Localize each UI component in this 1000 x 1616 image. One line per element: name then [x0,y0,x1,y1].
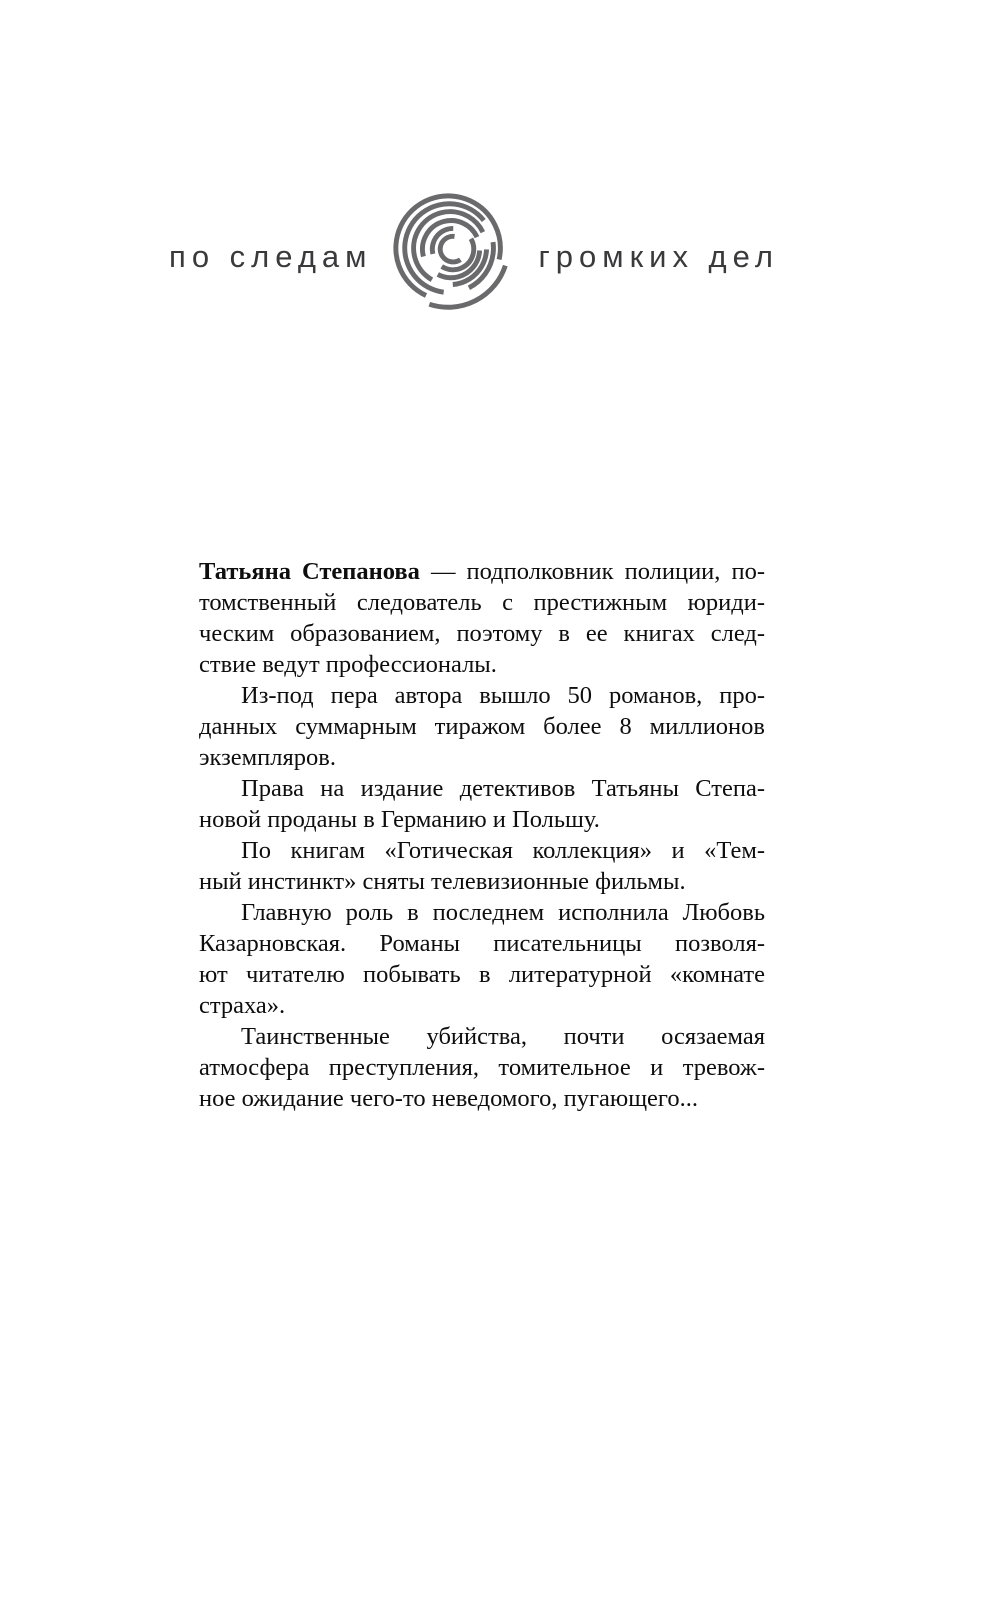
paragraph [199,1021,765,1114]
text-line: ное ожидание чего-то неведомого, пугающего... [199,1085,698,1112]
text-line: Главную роль в последнем исполнила Любовь [241,899,765,926]
text-line: атмосфера преступления, томительное и тревож- [199,1054,765,1081]
series-label-left: по следам [169,239,373,274]
series-label-right: громких дел [538,239,779,274]
text-line: Таинственные убийства, почти осязаемая [241,1023,765,1050]
paragraph [199,680,765,773]
paragraph [199,835,765,897]
text-line: томственный следователь с престижным юриди- [199,589,765,616]
paragraph [199,773,765,835]
text-line: Из-под пера автора вышло 50 романов, про- [241,682,765,709]
text-line: Казарновская. Романы писательницы позволя- [199,930,765,957]
paragraph [199,556,765,680]
paragraph [199,897,765,1021]
series-header [0,190,974,324]
text-line: Права на издание детективов Татьяны Степа- [241,775,765,802]
author-name-bold: Татьяна Степанова [199,558,420,585]
text-line: экземпляров. [199,744,336,771]
annotation-block [199,556,765,1114]
spiral-fingerprint-icon [386,188,524,326]
text-line: ный инстинкт» сняты телевизионные фильмы. [199,868,686,895]
text-line: новой проданы в Германию и Польшу. [199,806,600,833]
text-line: данных суммарным тиражом более 8 миллионов [199,713,765,740]
text-line: Татьяна Степанова — подполковник полиции, по- [199,558,765,585]
text-line: ствие ведут профессионалы. [199,651,497,678]
text-line: ческим образованием, поэтому в ее книгах след- [199,620,765,647]
text-line: ют читателю побывать в литературной «комнате [199,961,765,988]
text-line: По книгам «Готическая коллекция» и «Тем- [241,837,765,864]
text-line: страха». [199,992,286,1019]
